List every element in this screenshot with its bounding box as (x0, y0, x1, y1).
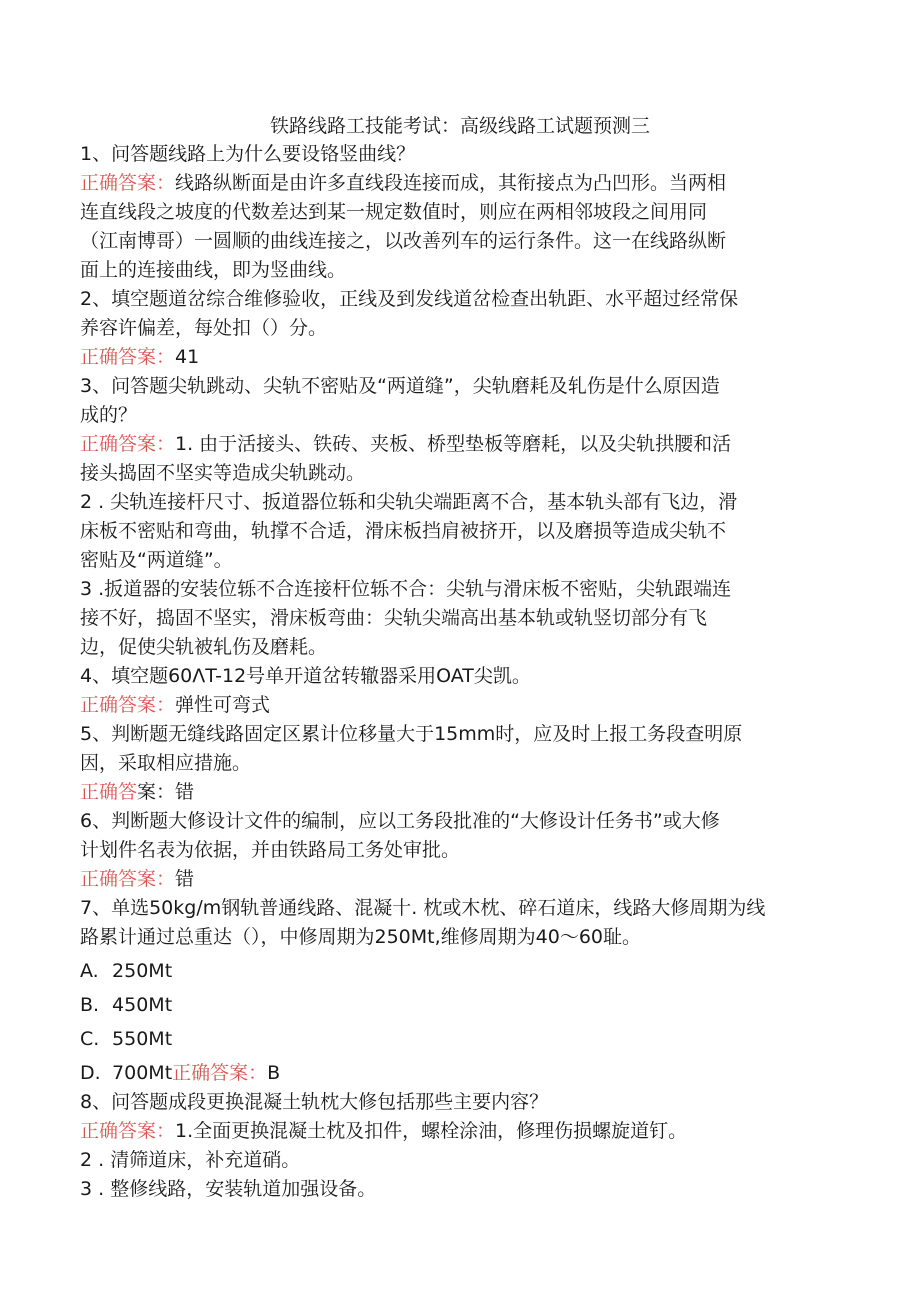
q6-answer-line (80, 865, 840, 894)
q1-answer-line: 连直线段之坡度的代数差达到某一规定数值时，则应在两相邻坡段之间用同 (80, 201, 708, 223)
q1-question: 1、问答题线路上为什么要设铬竖曲线？ (80, 143, 416, 165)
q8-question: 8、问答题成段更换混凝土轨枕大修包括那些主要内容？ (80, 1091, 549, 1113)
q6-answer-label: 正确答案： (80, 868, 176, 890)
q1-answer-line: （江南博哥）一圆顺的曲线连接之，以改善列车的运行条件。这一在线路纵断 (80, 230, 727, 252)
q4-answer-text: 弹性可弯式 (175, 694, 271, 716)
q7-answer-label: 正确答案： (172, 1062, 268, 1084)
q5-question: 因，采取相应措施。 (80, 752, 252, 774)
q6-question: 计划件名表为依据，并由铁路局工务处审批。 (80, 839, 461, 861)
q3-point-2: 密贴及“两道缝”。 (80, 549, 233, 571)
q2-answer-text: 41 (175, 346, 200, 368)
q2-question: 养容许偏差，每处扣（）分。 (80, 317, 328, 339)
q7-option-d-text: 700Mt (112, 1062, 173, 1084)
q3-point-3: 接不好，捣固不坚实，滑床板弯曲：尖轨尖端高出基本轨或轨竖切部分有飞 (80, 607, 708, 629)
q7-option-a-text: 250Mt (112, 960, 173, 982)
q3-point-3: 边，促使尖轨被轧伤及磨耗。 (80, 636, 328, 658)
q3-answer-text: 1. 由于活接头、铁砖、夹板、桥型垫板等磨耗，以及尖轨拱腰和活 (175, 433, 732, 455)
q7-option-c (80, 1020, 840, 1054)
q3-point-2: 2 . 尖轨连接杆尺寸、扳道器位轹和尖轨尖端距离不合，基本轨头部有飞边，滑 (80, 491, 738, 513)
q3-answer-line (80, 430, 840, 459)
q3-answer-label: 正确答案： (80, 433, 176, 455)
q7-question: 路累计通过总重达（），中修周期为250Mt,维修周期为40〜60耻。 (80, 926, 642, 948)
q1-answer-text: 线路纵断面是由许多直线段连接而成，其衔接点为凸凹形。当两相 (175, 172, 727, 194)
q5-answer-label: 正确答 (80, 781, 138, 803)
q5-question: 5、判断题无缝线路固定区累计位移量大于15mm时，应及时上报工务段查明原 (80, 723, 743, 745)
q5-answer-text: 错 (175, 781, 195, 803)
q3-point-3: 3 .扳道器的安装位轹不合连接杆位轹不合：尖轨与滑床板不密贴，尖轨跟端连 (80, 578, 732, 600)
q7-option-b (80, 986, 840, 1020)
q3-answer-line: 接头捣固不坚实等造成尖轨跳动。 (80, 462, 366, 484)
q3-point-2: 床板不密贴和弯曲，轨撑不合适，滑床板挡肩被挤开，以及磨损等造成尖轨不 (80, 520, 727, 542)
document-body (80, 140, 840, 1204)
q5-answer-line (80, 778, 840, 807)
q6-answer-text: 错 (175, 868, 195, 890)
q3-question: 3、问答题尖轨跳动、尖轨不密贴及“两道缝”，尖轨磨耗及轧伤是什么原因造 (80, 375, 720, 397)
q7-option-b-text: 450Mt (112, 994, 173, 1016)
q7-question: 7、单选50kg∕m钢轨普通线路、混凝十. 枕或木枕、碎石道床，线路大修周期为线 (80, 897, 766, 919)
q2-question: 2、填空题道岔综合维修验收，正线及到发线道岔检查出轨距、水平超过经常保 (80, 288, 739, 310)
q8-answer-text: 1.全面更换混凝土枕及扣件，螺栓涂油，修理伤损螺旋道钉。 (175, 1120, 688, 1142)
q8-answer-label: 正确答案： (80, 1120, 176, 1142)
q7-option-d-label: D. (80, 1062, 101, 1084)
q7-answer-text: B (267, 1062, 281, 1084)
q1-answer-line: 面上的连接曲线，即为竖曲线。 (80, 259, 347, 281)
q7-option-a (80, 952, 840, 986)
q6-question: 6、判断题大修设计文件的编制，应以工务段批准的“大修设计任务书”或大修 (80, 810, 720, 832)
q7-option-c-label: C. (80, 1028, 100, 1050)
q7-option-a-label: A. (80, 960, 99, 982)
q4-answer-label: 正确答案： (80, 694, 176, 716)
q7-option-b-label: B. (80, 994, 100, 1016)
q4-answer-line (80, 691, 840, 720)
q8-answer-line (80, 1117, 840, 1146)
q5-answer-label-rest: 案： (137, 781, 176, 803)
q8-point-3: 3 . 整修线路，安装轨道加强设备。 (80, 1178, 377, 1200)
q8-point-2: 2 . 清筛道床，补充道硝。 (80, 1149, 301, 1171)
document-title: 铁路线路工技能考试：高级线路工试题预测三 (269, 115, 650, 137)
q2-answer-label: 正确答案： (80, 346, 176, 368)
q7-option-c-text: 550Mt (112, 1028, 173, 1050)
q1-answer-line (80, 169, 840, 198)
q3-question: 成的？ (80, 404, 138, 426)
q1-answer-label: 正确答案： (80, 172, 176, 194)
q2-answer-line (80, 343, 840, 372)
q7-option-d (80, 1054, 840, 1088)
q4-question: 4、填空题60ΛT-12号单开道岔转辙器采用OAT尖凯。 (80, 665, 531, 687)
